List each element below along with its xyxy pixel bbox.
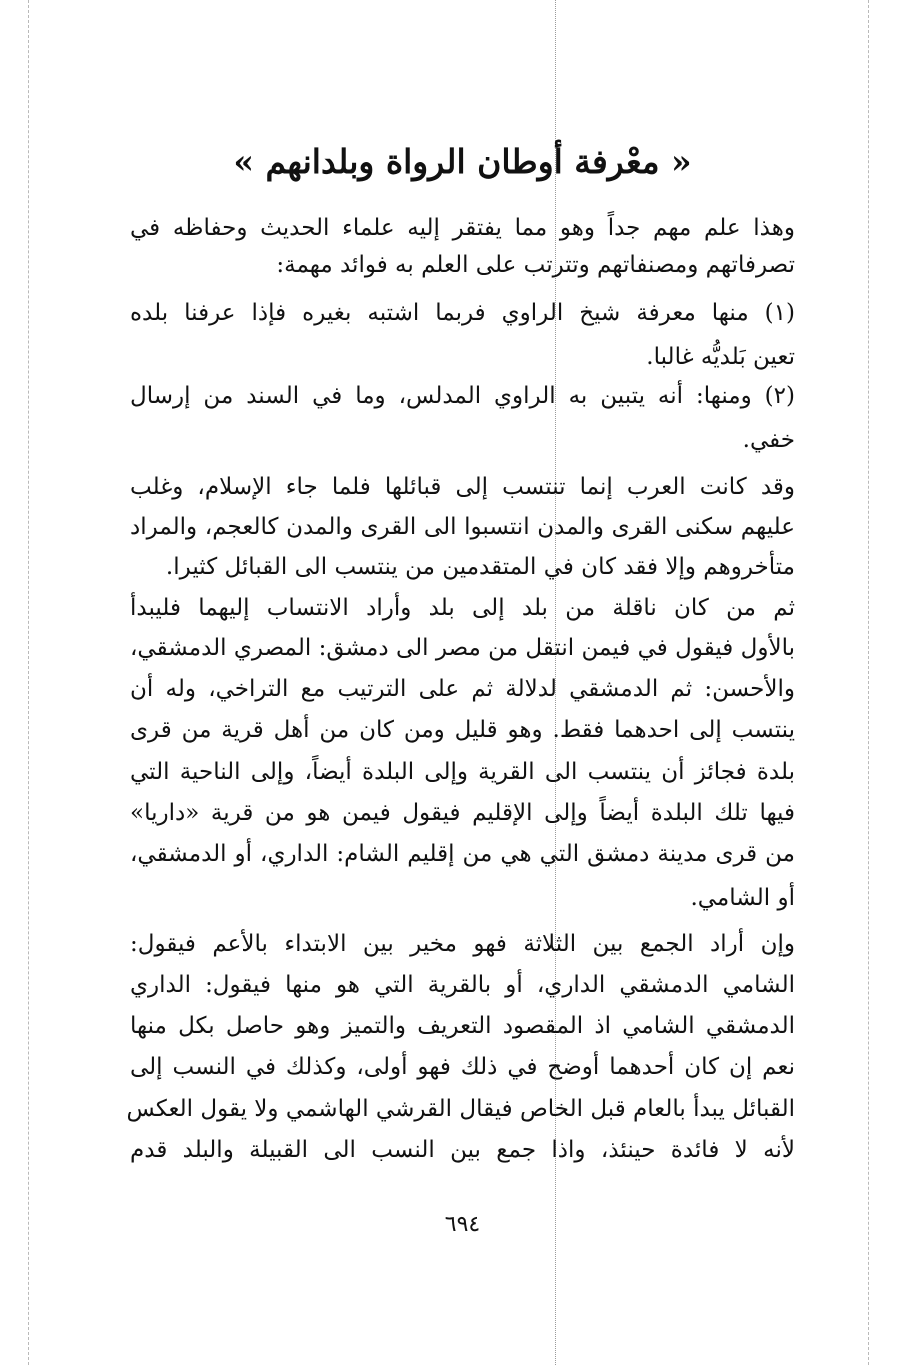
text-line: الدمشقي الشامي اذ المقصود التعريف والتميز وهو حاصل بكل منها	[130, 1013, 795, 1039]
scan-guide-line-right	[868, 0, 869, 1365]
text-line: تصرفاتهم ومصنفاتهم وتترتب على العلم به فوائد مهمة:	[276, 252, 795, 278]
text-line: وإن أراد الجمع بين الثلاثة فهو مخير بين الابتداء بالأعم فيقول:	[130, 931, 795, 957]
text-line: خفي.	[742, 427, 795, 453]
text-line: نعم إن كان أحدهما أوضح في ذلك فهو أولى، وكذلك في النسب إلى	[130, 1054, 795, 1080]
text-line: والأحسن: ثم الدمشقي لدلالة ثم على الترتيب مع التراخي، وله أن	[130, 676, 795, 702]
text-line: القبائل يبدأ بالعام قبل الخاص فيقال القرشي الهاشمي ولا يقول العكس	[126, 1096, 795, 1122]
text-line: وقد كانت العرب إنما تنتسب إلى قبائلها فلما جاء الإسلام، وغلب	[130, 474, 795, 500]
book-page	[126, 0, 795, 1365]
text-line: (١) منها معرفة شيخ الراوي فربما اشتبه بغيره فإذا عرفنا بلده	[130, 300, 795, 326]
text-line: متأخروهم وإلا فقد كان في المتقدمين من ينتسب الى القبائل كثيرا.	[165, 554, 795, 580]
chapter-title: « معْرفة أوطان الرواة وبلدانهم »	[233, 142, 692, 181]
text-line: لأنه لا فائدة حينئذ، واذا جمع بين النسب الى القبيلة والبلد قدم	[130, 1137, 795, 1163]
text-line: تعين بَلديُّه غالبا.	[646, 344, 795, 370]
text-line: (٢) ومنها: أنه يتبين به الراوي المدلس، وما في السند من إرسال	[130, 383, 795, 409]
scan-guide-line-left	[28, 0, 29, 1365]
text-line: أو الشامي.	[690, 885, 795, 911]
text-line: بلدة فجائز أن ينتسب الى القرية وإلى البلدة أيضاً، وإلى الناحية التي	[130, 759, 795, 785]
text-line: عليهم سكنى القرى والمدن انتسبوا الى القرى والمدن كالعجم، والمراد	[130, 514, 795, 540]
page-number: ٦٩٤	[444, 1212, 481, 1237]
text-line: من قرى مدينة دمشق التي هي من إقليم الشام: الداري، أو الدمشقي،	[130, 841, 795, 867]
text-line: ثم من كان ناقلة من بلد إلى بلد وأراد الانتساب إليهما فليبدأ	[130, 595, 795, 621]
text-line: وهذا علم مهم جداً وهو مما يفتقر إليه علماء الحديث وحفاظه في	[130, 215, 795, 241]
text-line: بالأول فيقول في فيمن انتقل من مصر الى دمشق: المصري الدمشقي،	[130, 635, 795, 661]
text-line: الشامي الدمشقي الداري، أو بالقرية التي هو منها فيقول: الداري	[130, 972, 795, 998]
text-line: فيها تلك البلدة أيضاً وإلى الإقليم فيقول فيمن هو من قرية «داريا»	[130, 800, 795, 826]
text-line: ينتسب إلى احدهما فقط. وهو قليل ومن كان من أهل قرية من قرى	[130, 717, 795, 743]
